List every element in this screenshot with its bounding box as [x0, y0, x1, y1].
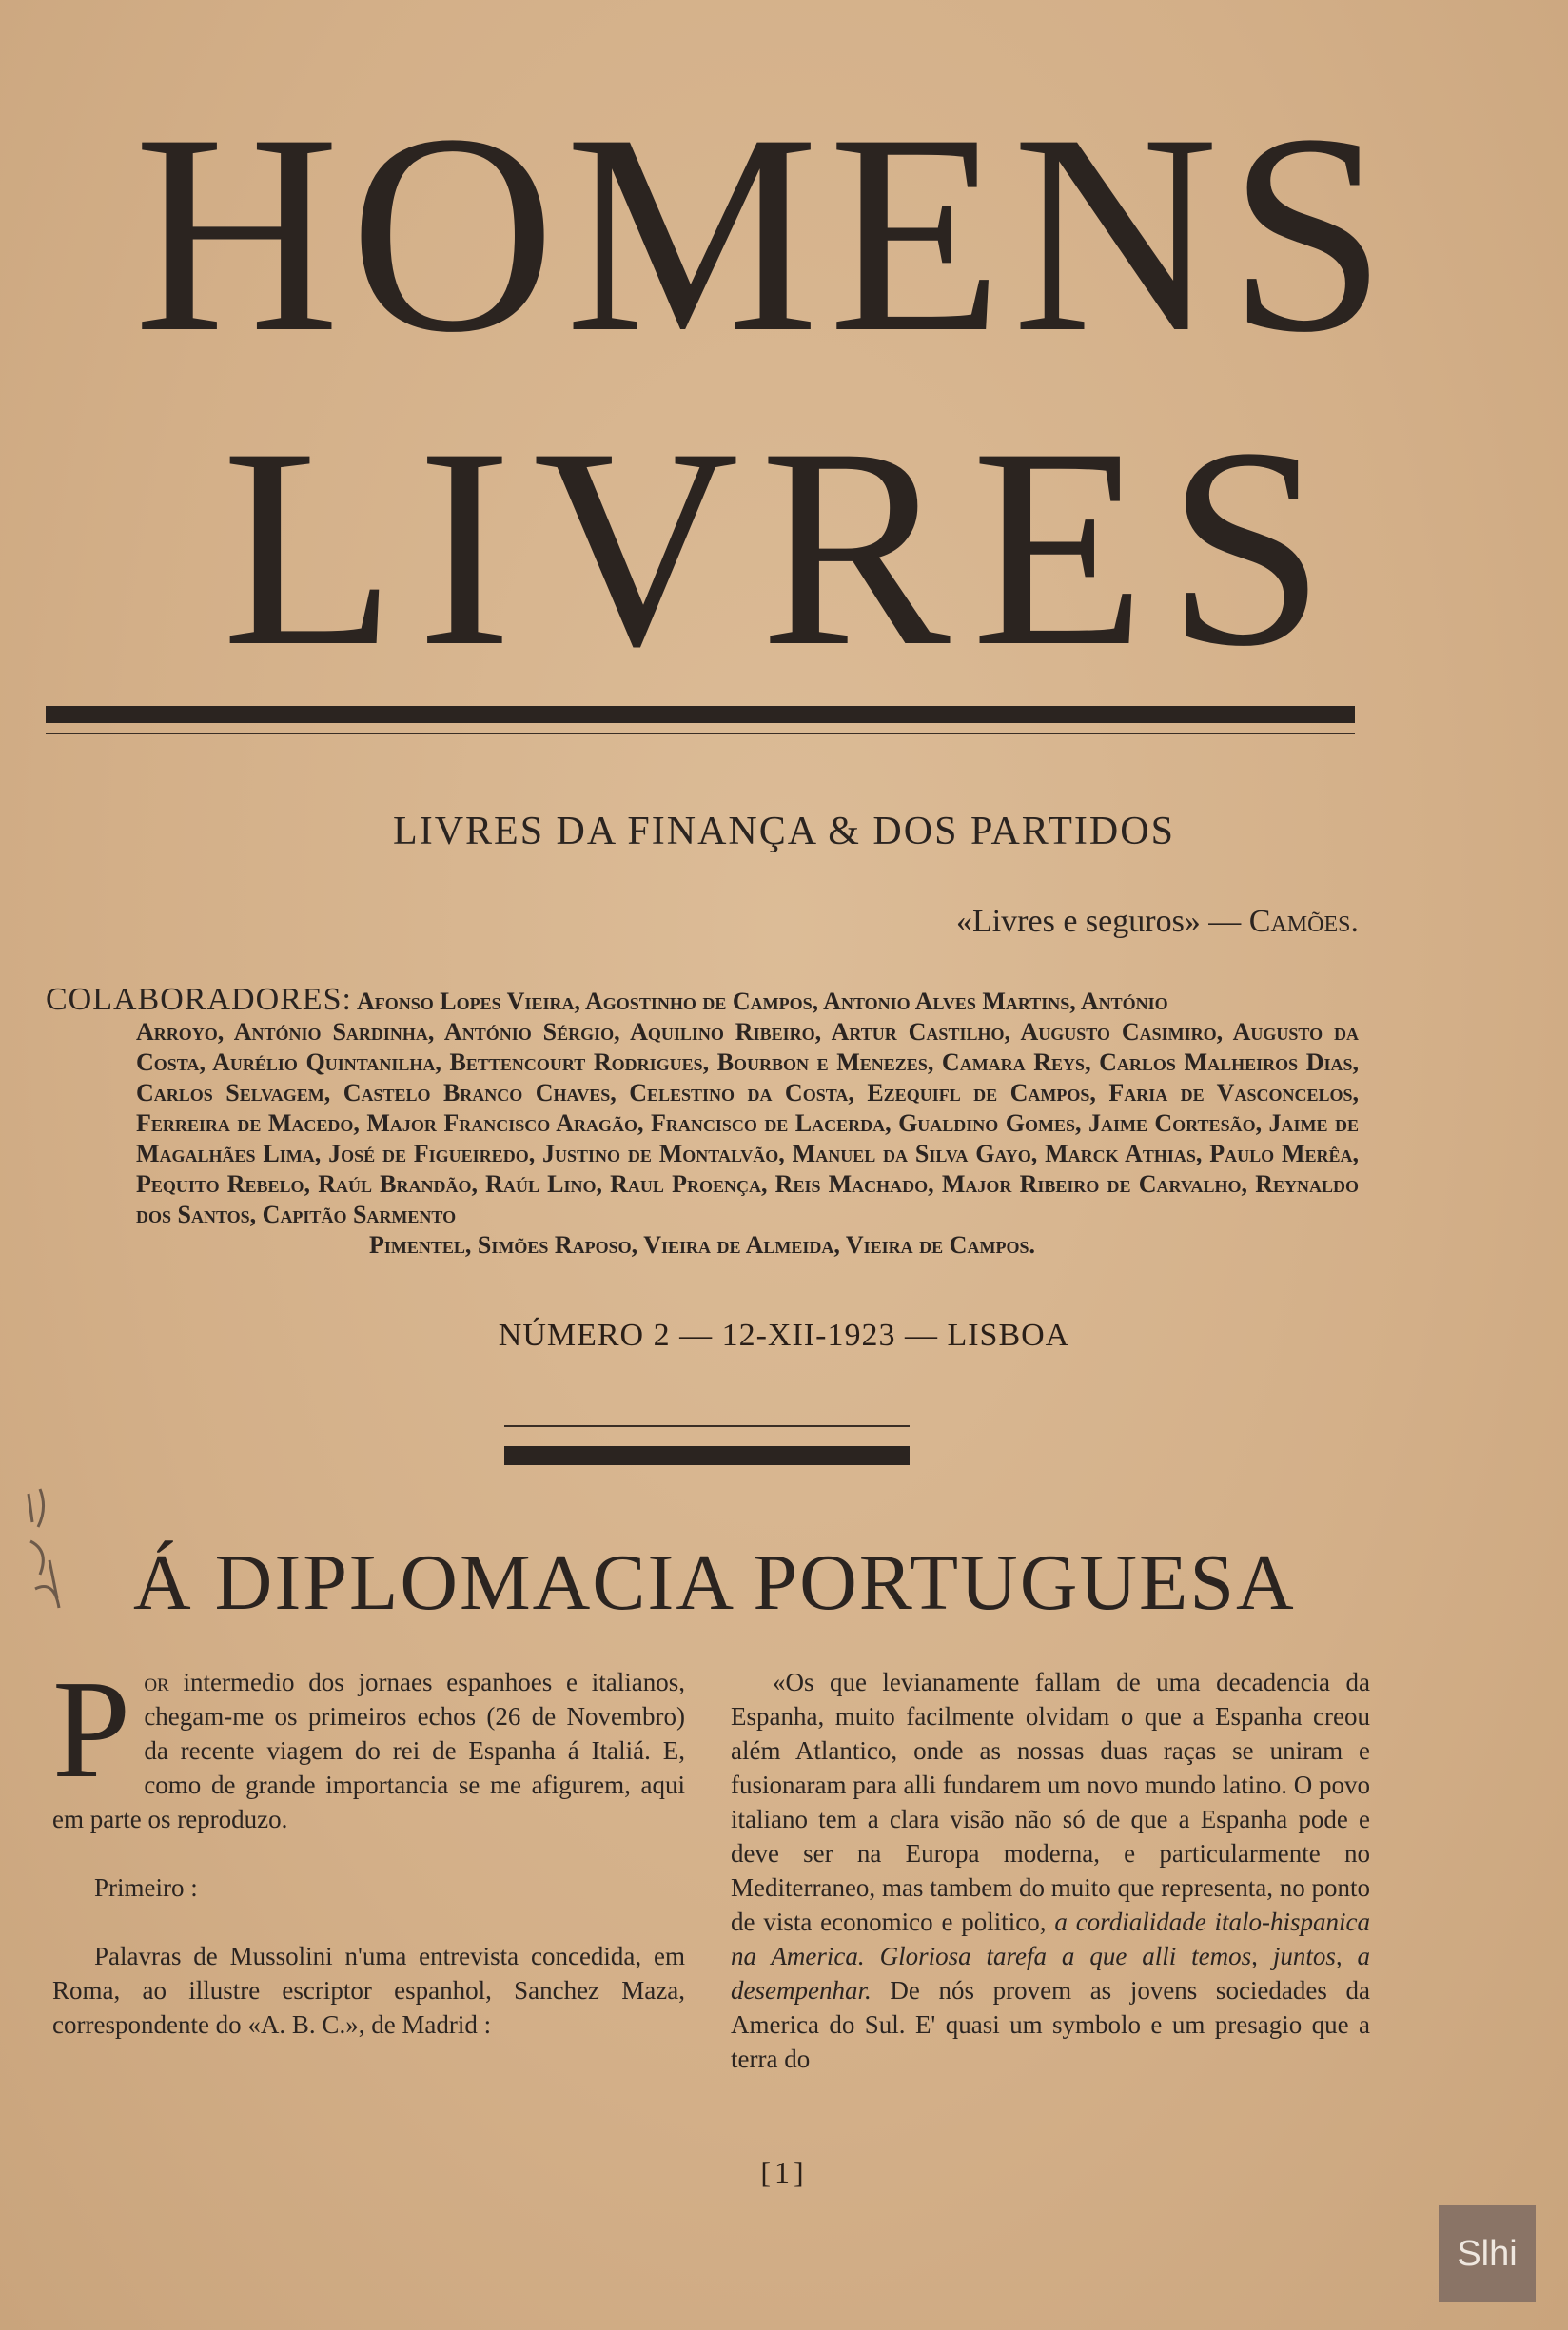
article-column-right	[731, 1665, 1370, 2110]
logo-text: Slhi	[1457, 2233, 1518, 2274]
masthead-thin-rule	[46, 733, 1355, 734]
collaborators-names-last: Pimentel, Simões Raposo, Vieira de Almeida, Vieira de Campos.	[369, 1231, 1035, 1259]
motto-quote: «Livres e seguros» —	[955, 904, 1249, 939]
motto	[956, 904, 1359, 940]
collaborators-lead: COLABORADORES:	[46, 982, 352, 1017]
masthead-title-line2: LIVRES	[222, 389, 1346, 705]
issue-thin-rule	[504, 1425, 910, 1427]
pencil-annotation-mark	[21, 1484, 78, 1617]
paragraph-1-smallcaps: or	[144, 1668, 169, 1696]
article-paragraph-1	[52, 1652, 685, 1836]
masthead-title-line1: HOMENS	[133, 75, 1397, 391]
quote-text: «Os que levianamente fallam de uma decadencia da Espanha, muito facilmente olvidam o que a Espanha creou além Atlantico, onde as nossas duas raças se uniram e fusionaram para alli fundarem um novo mundo latino. O povo italiano tem a clara visão não só de que a Espanha pode e deve ser na Europa moderna, e particularmente no Mediterraneo, mas tambem do muito que representa, no ponto de vista economico e politico,	[731, 1668, 1370, 1936]
issue-thick-rule	[504, 1446, 910, 1465]
article-paragraph-2: Primeiro :	[94, 1873, 198, 1902]
paragraph-1-text: intermedio dos jornaes espanhoes e italianos, chegam-me os primeiros echos (26 de Novembro) da recente viagem do rei de Espanha á Italiá. E, como de grande importancia se me afigurem, aqui em parte os reproduzo.	[52, 1668, 685, 1833]
page-number: [1]	[760, 2155, 808, 2189]
article-paragraph-3: Palavras de Mussolini n'uma entrevista concedida, em Roma, ao illustre escriptor espanhol, Sanchez Maza, correspondente do «A. B. C.», de Madrid :	[52, 1942, 685, 2039]
article-title: Á DIPLOMACIA PORTUGUESA	[133, 1538, 1296, 1627]
archive-logo	[1439, 2205, 1536, 2302]
quote-end: De nós provem as jovens sociedades da America do Sul. E' quasi um symbolo e um presagio que a terra do	[731, 1976, 1370, 2073]
motto-author: Camões.	[1248, 904, 1359, 939]
drop-cap: P	[52, 1652, 131, 1808]
collaborators-names-first: Afonso Lopes Vieira, Agostinho de Campos, Antonio Alves Martins, António	[351, 988, 1168, 1015]
collaborators-names-rest: Arroyo, António Sardinha, António Sérgio, Aquilino Ribeiro, Artur Castilho, Augusto Casimiro, Augusto da Costa, Aurélio Quintanilha, Bettencourt Rodrigues, Bourbon e Menezes, Camara Reys, Carlos Malheiros Dias, Carlos Selvagem, Castelo Branco Chaves, Celestino da Costa, Ezequifl de Campos, Faria de Vasconcelos, Ferreira de Macedo, Major Francisco Aragão, Francisco de Lacerda, Gualdino Gomes, Jaime Cortesão, Jaime de Magalhães Lima, José de Figueiredo, Justino de Montalvão, Manuel da Silva Gayo, Marck Athias, Paulo Merêa, Pequito Rebelo, Raúl Brandão, Raúl Lino, Raul Proença, Reis Machado, Major Ribeiro de Carvalho, Reynaldo dos Santos, Capitão Sarmento	[136, 1018, 1360, 1228]
issue-number: NÚMERO 2 — 12-XII-1923 — LISBOA	[498, 1318, 1070, 1353]
masthead-thick-rule	[46, 706, 1355, 723]
collaborators-block	[46, 982, 1360, 1261]
article-column-left	[52, 1652, 685, 2076]
tagline: LIVRES DA FINANÇA & DOS PARTIDOS	[393, 810, 1175, 853]
quote-italic: a cordialidade italo-hispanica na America. Gloriosa tarefa a que alli temos, juntos, a desempenhar.	[731, 1908, 1371, 2005]
article-paragraph-quote	[731, 1665, 1370, 2076]
